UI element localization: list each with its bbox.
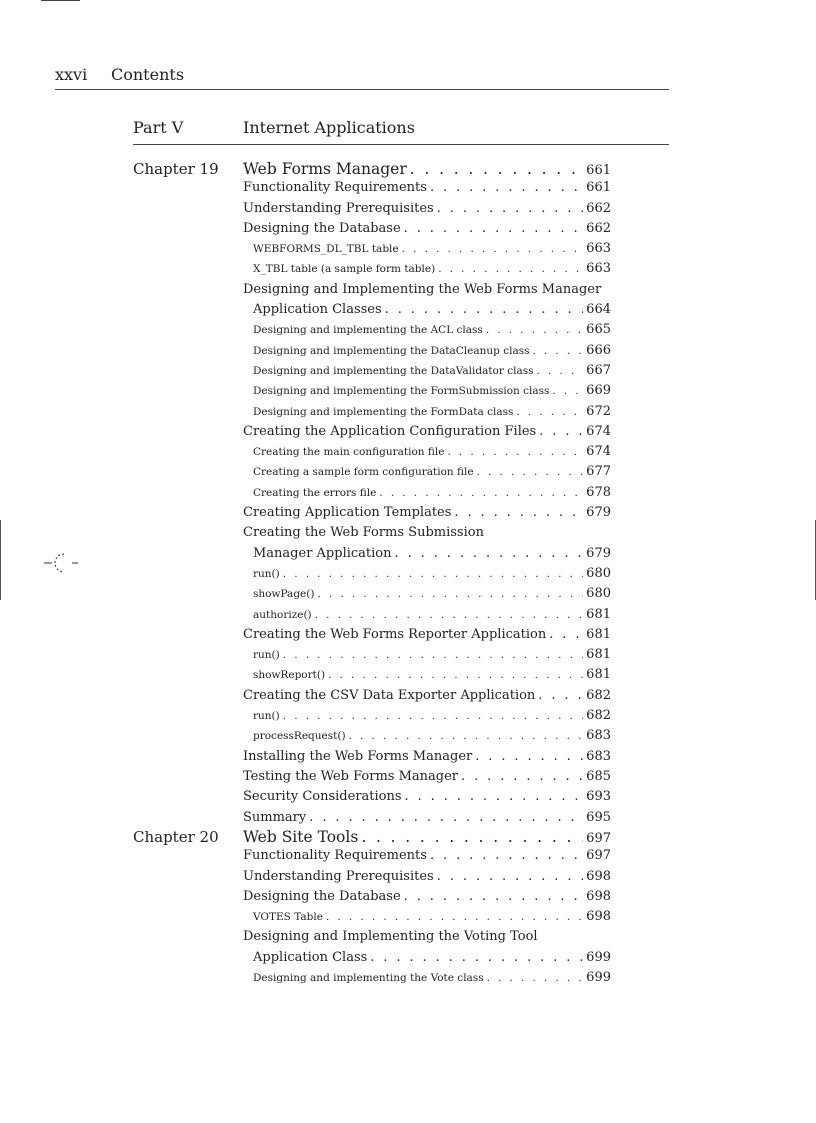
toc-entry[interactable]	[243, 160, 611, 180]
toc-entry[interactable]	[243, 464, 611, 484]
toc-entry-page: 662	[586, 220, 611, 236]
toc-entry[interactable]	[243, 889, 611, 909]
toc-entry-title: X_TBL table (a sample form table)	[253, 263, 436, 276]
toc-entry[interactable]	[243, 566, 611, 586]
toc-entry-title: Designing and implementing the ACL class	[253, 324, 483, 337]
toc-entry-page: 661	[586, 163, 611, 178]
leader-dots	[404, 889, 584, 904]
toc-entry[interactable]	[243, 950, 611, 970]
toc-entry-page: 674	[586, 444, 611, 460]
leader-dots	[404, 221, 584, 236]
toc-entry-page: 681	[586, 626, 611, 642]
toc-entry-page: 678	[586, 484, 611, 500]
toc-entry-title: Installing the Web Forms Manager	[243, 748, 473, 764]
toc-entry-title: showReport()	[253, 669, 326, 682]
toc-entry-page: 698	[586, 868, 611, 884]
registration-mark-icon	[42, 550, 82, 576]
toc-entry-title: Designing the Database	[243, 888, 401, 904]
leader-dots	[385, 302, 584, 317]
toc-entry-page: 697	[586, 848, 611, 864]
toc-entry[interactable]	[243, 970, 611, 990]
toc-entry-title: run()	[253, 649, 280, 662]
crop-mark-left	[0, 520, 1, 600]
toc-entry[interactable]	[243, 363, 611, 383]
toc-entry-title: Application Class	[253, 949, 368, 965]
toc-entry[interactable]	[243, 728, 611, 748]
toc-entry[interactable]	[243, 485, 611, 505]
toc-entry-page: 682	[586, 708, 611, 724]
toc-entry-page: 681	[586, 647, 611, 663]
toc-entry[interactable]	[243, 404, 611, 424]
toc-entry-title: Designing and implementing the FormData class	[253, 405, 514, 418]
toc-entry-page: 697	[586, 831, 611, 846]
toc-chapter-19	[243, 160, 611, 830]
toc-entry-page: 693	[586, 789, 611, 805]
toc-entry-title: Designing and implementing the DataCleanup class	[253, 344, 530, 357]
leader-dots	[283, 710, 583, 722]
toc-entry[interactable]	[243, 343, 611, 363]
toc-entry-page: 683	[586, 748, 611, 764]
toc-entry-page: 666	[586, 342, 611, 358]
leader-dots	[283, 649, 583, 661]
toc-entry-title: Designing and implementing the DataValidator class	[253, 364, 534, 377]
page-header	[55, 65, 669, 90]
toc-entry-title: processRequest()	[253, 730, 346, 743]
leader-dots	[437, 869, 583, 884]
toc-entry-page: 683	[586, 728, 611, 744]
toc-entry-title: Web Site Tools	[243, 828, 359, 846]
leader-dots	[447, 446, 583, 458]
toc-entry-title: authorize()	[253, 608, 312, 621]
toc-entry-page: 674	[586, 423, 611, 439]
toc-entry-title: Designing and implementing the Vote class	[253, 972, 484, 985]
toc-entry[interactable]	[243, 769, 611, 789]
leader-dots	[552, 385, 583, 397]
toc-entry-page: 681	[586, 606, 611, 622]
leader-dots	[532, 345, 583, 357]
toc-entry-page: 661	[586, 180, 611, 196]
toc-entry-page: 679	[586, 505, 611, 521]
toc-entry-title: Manager Application	[253, 545, 392, 561]
toc-entry-page: 685	[586, 768, 611, 784]
toc-entry-title: WEBFORMS_DL_TBL table	[253, 243, 399, 256]
toc-entry-title: Understanding Prerequisites	[243, 868, 434, 884]
toc-entry-title: Summary	[243, 809, 307, 825]
leader-dots	[370, 950, 583, 965]
leader-dots	[326, 911, 583, 923]
toc-entry-title: Testing the Web Forms Manager	[243, 768, 459, 784]
toc-entry-title: Creating the errors file	[253, 486, 377, 499]
toc-entry-page: 680	[586, 565, 611, 581]
toc-entry-page: 662	[586, 200, 611, 216]
toc-entry-page: 695	[586, 809, 611, 825]
part-label: Part V	[133, 118, 184, 137]
toc-entry-page: 699	[586, 970, 611, 986]
leader-dots	[315, 609, 584, 621]
toc-entry-title: Designing the Database	[243, 220, 401, 236]
toc-entry-title: Understanding Prerequisites	[243, 200, 434, 216]
leader-dots	[454, 505, 583, 520]
toc-entry[interactable]	[243, 525, 611, 545]
toc-entry-title: Designing and Implementing the Voting Tool	[243, 929, 538, 945]
leader-dots	[430, 848, 583, 863]
leader-dots	[410, 160, 583, 178]
leader-dots	[395, 546, 584, 561]
toc-entry-title: run()	[253, 710, 280, 723]
toc-entry[interactable]	[243, 869, 611, 889]
toc-entry-title: Creating the Web Forms Submission	[243, 525, 484, 541]
toc-entry-title: Creating Application Templates	[243, 505, 452, 521]
toc-entry-title: VOTES Table	[253, 911, 323, 924]
toc-entry[interactable]	[243, 647, 611, 667]
leader-dots	[438, 263, 583, 275]
toc-entry[interactable]	[243, 201, 611, 221]
toc-entry-title: Designing and implementing the FormSubmission class	[253, 385, 550, 398]
toc-entry-page: 698	[586, 888, 611, 904]
leader-dots	[516, 406, 583, 418]
leader-dots	[537, 365, 584, 377]
toc-entry[interactable]	[243, 261, 611, 281]
toc-entry-page: 663	[586, 261, 611, 277]
toc-entry-page: 680	[586, 586, 611, 602]
leader-dots	[283, 568, 583, 580]
toc-entry-page: 664	[586, 302, 611, 318]
toc-entry[interactable]	[243, 848, 611, 868]
toc-entry-title: Creating the main configuration file	[253, 446, 445, 459]
toc-entry[interactable]	[243, 708, 611, 728]
leader-dots	[402, 243, 584, 255]
toc-entry-page: 672	[586, 403, 611, 419]
leader-dots	[349, 730, 584, 742]
toc-entry-page: 698	[586, 909, 611, 925]
toc-chapter-20	[243, 828, 611, 990]
toc-entry[interactable]	[243, 688, 611, 708]
chapter-label: Chapter 20	[133, 828, 219, 846]
toc-entry-title: Designing and Implementing the Web Forms Manager	[243, 281, 602, 297]
toc-entry[interactable]	[243, 282, 611, 302]
part-title: Internet Applications	[243, 118, 415, 137]
leader-dots	[309, 810, 583, 825]
toc-entry[interactable]	[243, 789, 611, 809]
toc-entry[interactable]	[243, 221, 611, 241]
toc-entry-title: Creating the Web Forms Reporter Application	[243, 626, 547, 642]
toc-entry-title: Creating a sample form configuration file	[253, 466, 474, 479]
toc-entry[interactable]	[243, 444, 611, 464]
leader-dots	[328, 669, 583, 681]
toc-entry-page: 699	[586, 949, 611, 965]
leader-dots	[461, 769, 583, 784]
toc-entry-title: showPage()	[253, 588, 315, 601]
leader-dots	[549, 627, 583, 642]
leader-dots	[405, 789, 584, 804]
leader-dots	[538, 688, 583, 703]
toc-entry-title: Functionality Requirements	[243, 848, 427, 864]
toc-entry[interactable]	[243, 241, 611, 261]
toc-entry-title: Creating the Application Configuration Files	[243, 423, 537, 439]
toc-entry[interactable]	[243, 929, 611, 949]
toc-entry-page: 669	[586, 383, 611, 399]
toc-entry[interactable]	[243, 667, 611, 687]
page-number: xxvi	[55, 65, 88, 84]
leader-dots	[477, 466, 584, 478]
toc-entry-title: Application Classes	[253, 302, 382, 318]
leader-dots	[475, 749, 583, 764]
toc-entry-page: 665	[586, 322, 611, 338]
toc-entry[interactable]	[243, 810, 611, 830]
toc-entry[interactable]	[243, 424, 611, 444]
toc-entry-title: Functionality Requirements	[243, 180, 427, 196]
leader-dots	[379, 487, 583, 499]
toc-entry[interactable]	[243, 627, 611, 647]
toc-entry[interactable]	[243, 749, 611, 769]
toc-entry-title: Security Considerations	[243, 789, 402, 805]
toc-entry-page: 682	[586, 687, 611, 703]
leader-dots	[486, 324, 583, 336]
toc-entry-page: 677	[586, 464, 611, 480]
part-heading	[133, 118, 669, 145]
toc-entry[interactable]	[243, 383, 611, 403]
crop-mark-top	[41, 0, 80, 1]
leader-dots	[539, 424, 583, 439]
leader-dots	[361, 828, 583, 846]
leader-dots	[487, 972, 584, 984]
leader-dots	[430, 180, 583, 195]
leader-dots	[437, 201, 583, 216]
leader-dots	[317, 588, 583, 600]
toc-entry-page: 667	[586, 362, 611, 378]
toc-entry[interactable]	[243, 180, 611, 200]
toc-entry[interactable]	[243, 586, 611, 606]
toc-entry[interactable]	[243, 505, 611, 525]
toc-entry-page: 679	[586, 545, 611, 561]
toc-entry[interactable]	[243, 607, 611, 627]
toc-entry-page: 663	[586, 241, 611, 257]
toc-entry-page: 681	[586, 667, 611, 683]
toc-entry[interactable]	[243, 909, 611, 929]
toc-entry-title: Creating the CSV Data Exporter Application	[243, 687, 536, 703]
toc-entry-title: Web Forms Manager	[243, 160, 407, 178]
running-title: Contents	[111, 65, 185, 84]
toc-entry[interactable]	[243, 322, 611, 342]
toc-entry[interactable]	[243, 302, 611, 322]
chapter-label: Chapter 19	[133, 160, 219, 178]
toc-entry[interactable]	[243, 828, 611, 848]
toc-entry[interactable]	[243, 546, 611, 566]
toc-entry-title: run()	[253, 567, 280, 580]
